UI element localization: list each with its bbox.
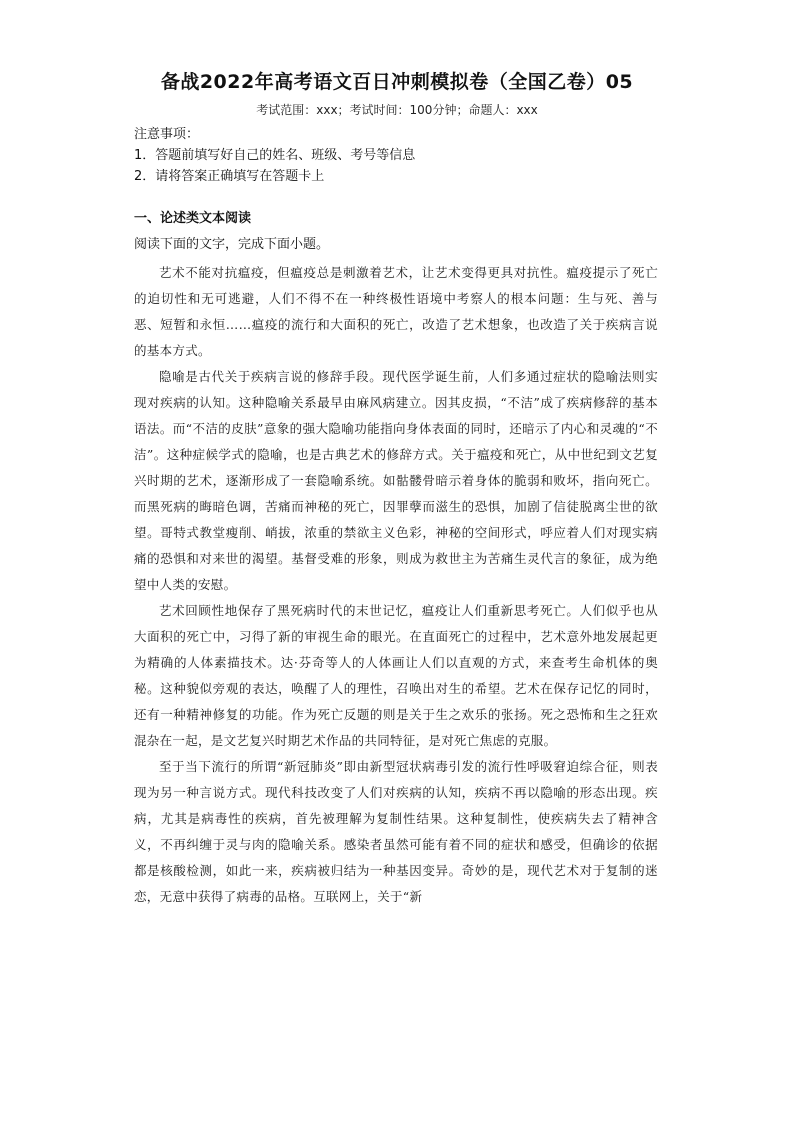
page-title: 备战2022年高考语文百日冲刺模拟卷（全国乙卷）05 bbox=[160, 71, 634, 93]
section-instruction: 阅读下面的文字，完成下面小题。 bbox=[134, 237, 330, 252]
note-item: 1．答题前填写好自己的姓名、班级、考号等信息 bbox=[134, 148, 416, 163]
notes-heading: 注意事项： bbox=[134, 127, 200, 142]
passage-paragraph: 艺术回顾性地保存了黑死病时代的末世记忆，瘟疫让人们重新思考死亡。人们似乎也从大面积的死亡中，习得了新的审视生命的眼光。在直面死亡的过程中，艺术意外地发展起更为精确的人体素描技术。达·芬奇等人的人体画让人们以直观的方式，来查考生命机体的奥秘。这种貌似旁观的表达，唤醒了人的理性，召唤出对生的希望。艺术在保存记忆的同时，还有一种精神修复的功能。作为死亡反题的则是关于生之欢乐的张扬。死之恐怖和生之狂欢混杂在一起，是文艺复兴时期艺术作品的共同特征，是对死亡焦虑的克服。 bbox=[134, 603, 658, 748]
note-item: 2．请将答案正确填写在答题卡上 bbox=[134, 169, 325, 184]
passage-paragraph: 隐喻是古代关于疾病言说的修辞手段。现代医学诞生前，人们多通过症状的隐喻法则实现对疾病的认知。这种隐喻关系最早由麻风病建立。因其皮损，“不洁”成了疾病修辞的基本语法。而“不洁的皮肤”意象的强大隐喻功能指向身体表面的同时，还暗示了内心和灵魂的“不洁”。这种症候学式的隐喻，也是古典艺术的修辞方式。关于瘟疫和死亡，从中世纪到文艺复兴时期的艺术，逐渐形成了一套隐喻系统。如骷髅骨暗示着身体的脆弱和败坏，指向死亡。而黑死病的晦暗色调，苦痛而神秘的死亡，因罪孽而滋生的恐惧，加剧了信徒脱离尘世的欲望。哥特式教堂瘦削、峭拔，浓重的禁欲主义色彩，神秘的空间形式，呼应着人们对现实病痛的恐惧和对来世的渴望。基督受难的形象，则成为救世主为苦痛生灵代言的象征，成为绝望中人类的安慰。 bbox=[134, 369, 658, 592]
notes-block bbox=[134, 124, 415, 187]
reading-passage bbox=[134, 260, 658, 910]
section-heading: 一、论述类文本阅读 bbox=[134, 211, 252, 226]
passage-paragraph: 艺术不能对抗瘟疫，但瘟疫总是刺激着艺术，让艺术变得更具对抗性。瘟疫提示了死亡的迫切性和无可逃避，人们不得不在一种终极性语境中考察人的根本问题：生与死、善与恶、短暂和永恒……瘟疫的流行和大面积的死亡，改造了艺术想象，也改造了关于疾病言说的基本方式。 bbox=[134, 265, 658, 358]
exam-info: 考试范围：xxx；考试时间：100分钟；命题人：xxx bbox=[256, 103, 538, 117]
passage-paragraph: 至于当下流行的所谓“新冠肺炎”即由新型冠状病毒引发的流行性呼吸窘迫综合征，则表现为另一种言说方式。现代科技改变了人们对疾病的认知，疾病不再以隐喻的形态出现。疾病，尤其是病毒性的疾病，首先被理解为复制性结果。这种复制性，使疾病失去了精神含义，不再纠缠于灵与肉的隐喻关系。感染者虽然可能有着不同的症状和感受，但确诊的依据都是核酸检测，如此一来，疾病被归结为一种基因变异。奇妙的是，现代艺术对于复制的迷恋，无意中获得了病毒的品格。互联网上，关于“新 bbox=[134, 759, 658, 904]
